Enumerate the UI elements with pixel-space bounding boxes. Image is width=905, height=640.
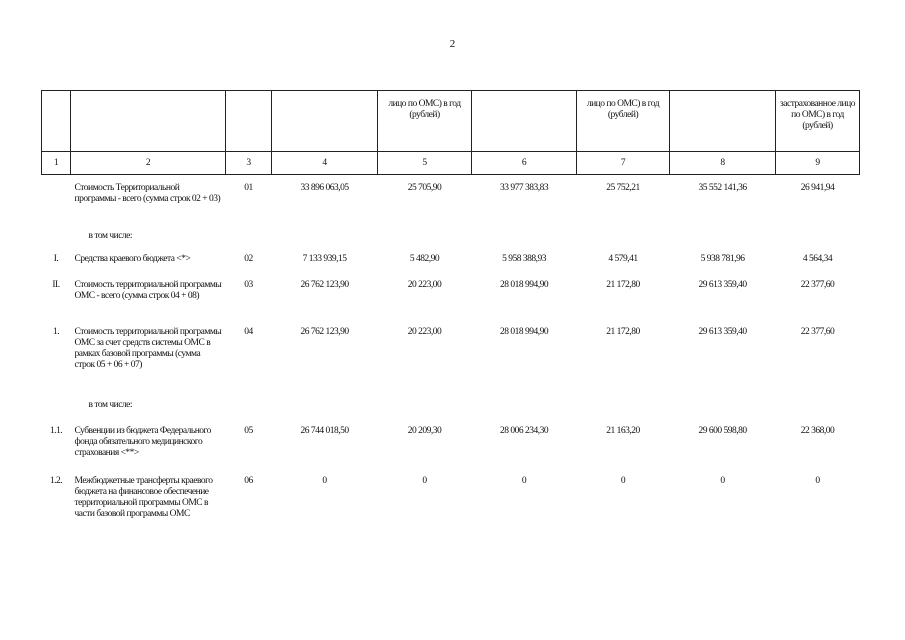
row-value: 28 018 994,90 [499,326,549,337]
row-number [42,392,71,418]
table-row [42,392,860,418]
table-row [42,272,860,319]
row-value: 21 172,80 [606,326,640,337]
row-value: 22 368,00 [800,425,835,436]
row-value: 22 377,60 [800,326,835,337]
row-name: Стоимость территориальной программы ОМС за счет средств системы ОМС в рамках базовой программы (сумма строк 05 + 06 + 07) [74,326,222,370]
column-number: 6 [472,152,577,175]
header-cell [226,91,272,152]
row-value: 4 579,41 [608,253,638,264]
header-cell: лицо по ОМС) в год (рублей) [378,91,472,152]
table-row [42,319,860,392]
row-value: 33 896 063,05 [300,183,349,193]
row-value: 0 [815,475,820,486]
row-value: 7 133 939,15 [302,253,347,264]
row-number: 1.2. [49,475,63,486]
row-empty [226,223,860,246]
header-cell [472,91,577,152]
row-value: 28 018 994,90 [499,279,549,290]
row-value: 29 613 359,40 [698,279,747,290]
row-code: 03 [244,279,253,290]
row-value: 25 705,90 [407,183,442,193]
header-row [42,91,860,152]
row-value: 0 [422,475,427,486]
row-code: 01 [244,183,253,193]
row-value: 21 163,20 [606,425,640,436]
row-value: 22 377,60 [800,279,835,290]
header-cell [42,91,71,152]
column-number: 2 [71,152,226,175]
header-cell [670,91,776,152]
header-cell: застрахованное лицо по ОМС) в год (рублей) [776,91,860,152]
row-number [42,223,71,246]
column-number: 1 [42,152,71,175]
row-value: 20 223,00 [407,326,442,337]
row-value: 5 482,90 [409,253,440,264]
row-value: 20 223,00 [407,279,442,290]
row-code: 02 [244,253,253,264]
row-value: 26 941,94 [800,183,835,193]
row-value: 0 [322,475,327,486]
row-empty [226,392,860,418]
row-number: I. [53,253,59,264]
table-row [42,223,860,246]
row-value: 4 564,34 [802,253,833,264]
column-number: 3 [226,152,272,175]
row-number: 1. [52,326,60,337]
row-value: 21 172,80 [606,279,640,290]
row-name: Средства краевого бюджета <*> [74,253,191,264]
row-code: 05 [244,425,253,436]
page-number: 2 [449,38,456,50]
row-value: 29 613 359,40 [698,326,747,337]
row-value: 29 600 598,80 [698,425,747,436]
row-number: II. [52,279,60,290]
row-value: 0 [521,475,527,486]
table-row [42,175,860,223]
header-cell [272,91,378,152]
row-name: в том числе: [88,399,133,410]
table-row [42,246,860,272]
row-number: 1.1. [49,425,63,436]
header-cell [71,91,226,152]
table-row [42,468,860,562]
row-value: 26 744 018,50 [300,425,349,436]
row-value: 0 [720,475,725,486]
row-name: Стоимость Территориальной программы - всего (сумма строк 02 + 03) [74,183,221,204]
column-number: 4 [272,152,378,175]
row-value: 5 938 781,96 [700,253,745,264]
column-number-row [42,152,860,175]
row-number [42,175,71,223]
row-value: 20 209,30 [407,425,442,436]
row-value: 25 752,21 [606,183,640,193]
row-value: 28 006 234,30 [499,425,549,436]
row-name: Межбюджетные трансферты краевого бюджета на финансовое обеспечение территориальной программы ОМС в части базовой программы ОМС [74,475,213,519]
column-number: 8 [670,152,776,175]
row-value: 26 762 123,90 [300,326,349,337]
row-value: 35 552 141,36 [698,183,747,193]
row-name: Субвенции из бюджета Федерального фонда обязательного медицинского страхования <**> [74,425,211,458]
header-cell: лицо по ОМС) в год (рублей) [577,91,670,152]
table-row [42,418,860,468]
row-name: в том числе: [88,230,133,241]
row-value: 33 977 383,83 [499,183,549,193]
financing-table [41,90,860,562]
column-number: 7 [577,152,670,175]
row-code: 06 [244,475,253,486]
row-value: 0 [620,475,626,486]
column-number: 9 [776,152,860,175]
row-value: 5 958 388,93 [502,253,546,264]
row-code: 04 [244,326,253,337]
row-value: 26 762 123,90 [300,279,349,290]
column-number: 5 [378,152,472,175]
row-name: Стоимость территориальной программы ОМС - всего (сумма строк 04 + 08) [74,279,222,301]
